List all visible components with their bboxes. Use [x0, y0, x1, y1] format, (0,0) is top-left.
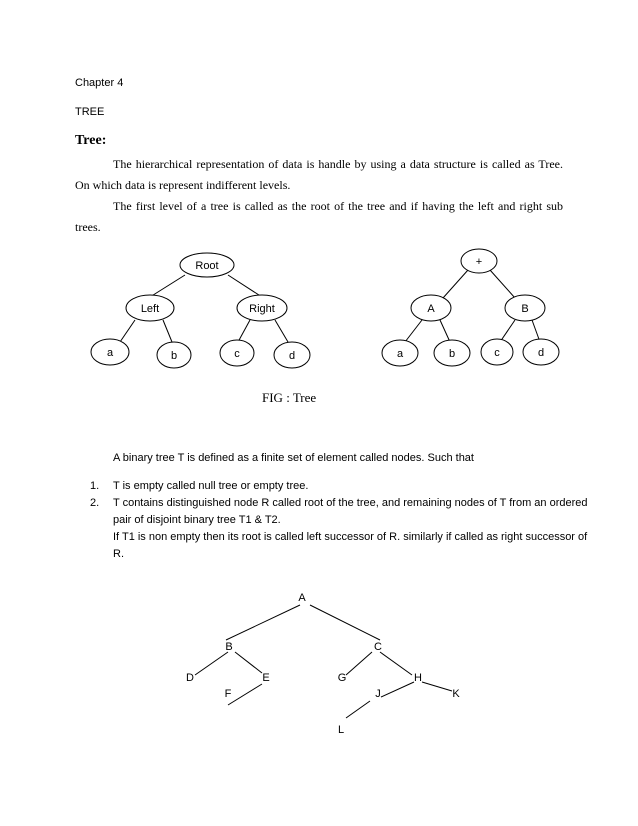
- fig1-edge-right-d: [275, 320, 288, 342]
- chapter-label: Chapter 4: [75, 77, 124, 89]
- fig2-node-c-label: c: [494, 347, 500, 359]
- fig3-node-g-label: G: [337, 672, 347, 684]
- fig1-node-left-label: Left: [140, 303, 160, 315]
- fig3-node-j-label: J: [375, 688, 381, 700]
- fig1-node-a-label: a: [106, 347, 114, 359]
- fig3-node-d-label: D: [186, 672, 194, 684]
- fig3-edge-a-b: [226, 605, 300, 640]
- fig3-node-l-label: L: [337, 724, 345, 736]
- paragraph-root-description: The first level of a tree is called as the root of the tree and if having the left and right sub trees.: [75, 199, 563, 234]
- fig3-edge-h-j: [381, 682, 414, 697]
- fig3-edge-e-f: [228, 684, 262, 705]
- fig1-edge-root-left: [150, 275, 185, 297]
- fig1-node-root-label: Root: [195, 260, 219, 272]
- definition-list: [90, 478, 590, 563]
- fig2-edge-root-right: [490, 270, 515, 298]
- fig3-node-k-label: K: [452, 688, 460, 700]
- fig2-node-a-label: a: [396, 348, 404, 360]
- fig1-edge-left-a: [120, 320, 135, 342]
- fig2-node-b-label: b: [448, 348, 456, 360]
- list-item-text: T is empty called null tree or empty tree.: [113, 480, 309, 492]
- list-item-number: 1.: [90, 480, 100, 492]
- fig1-node-c-label: c: [234, 348, 240, 360]
- paragraph-definition: The hierarchical representation of data is handle by using a data structure is called as Tree. On which data is represent indifferent levels.: [75, 157, 563, 192]
- list-item: [90, 495, 590, 563]
- section-heading: Tree:: [75, 133, 107, 148]
- binary-tree-intro: A binary tree T is defined as a finite set of element called nodes. Such that: [113, 452, 474, 464]
- list-item-number: 2.: [90, 497, 100, 509]
- fig2-node-root-label: +: [475, 256, 483, 268]
- fig2-node-right-label: B: [521, 303, 529, 315]
- fig3-edge-b-d: [195, 652, 228, 675]
- fig2-edge-root-left: [443, 270, 468, 298]
- fig3-node-a-label: A: [298, 592, 306, 604]
- fig3-edge-b-e: [235, 652, 262, 673]
- fig3-edges: [195, 605, 452, 718]
- fig3-node-f-label: F: [224, 688, 232, 700]
- fig3-node-b-label: B: [225, 641, 233, 653]
- fig3-edge-c-g: [346, 652, 372, 675]
- fig1-edge-left-b: [163, 320, 172, 342]
- fig3-edge-j-l: [346, 701, 370, 718]
- section-label: TREE: [75, 106, 105, 118]
- fig1-edge-right-c: [238, 320, 250, 342]
- list-item: [90, 478, 590, 495]
- fig2-node-left-label: A: [427, 303, 435, 315]
- fig2-edge-left-b: [440, 320, 450, 342]
- fig3-edge-c-h: [380, 652, 412, 675]
- list-item-text: T contains distinguished node R called root of the tree, and remaining nodes of T from an ordered pair of disjoint binary tree T1 & T2.: [113, 497, 588, 526]
- figure-caption: FIG : Tree: [262, 390, 317, 405]
- fig3-node-c-label: C: [374, 641, 382, 653]
- list-item-extra-text: If T1 is non empty then its root is called left successor of R. similarly if called as right successor of R.: [113, 531, 588, 560]
- fig3-edge-h-k: [422, 682, 452, 691]
- fig1-node-b-label: b: [170, 350, 178, 362]
- fig2-edge-right-c: [500, 320, 515, 342]
- fig3-edge-a-c: [310, 605, 380, 640]
- fig2-edge-left-a: [405, 320, 422, 342]
- fig3-node-e-label: E: [262, 672, 270, 684]
- fig1-edge-root-right: [228, 275, 262, 297]
- fig1-node-d-label: d: [288, 350, 296, 362]
- fig1-node-right-label: Right: [249, 303, 275, 315]
- fig2-node-d-label: d: [537, 347, 545, 359]
- fig3-node-h-label: H: [414, 672, 422, 684]
